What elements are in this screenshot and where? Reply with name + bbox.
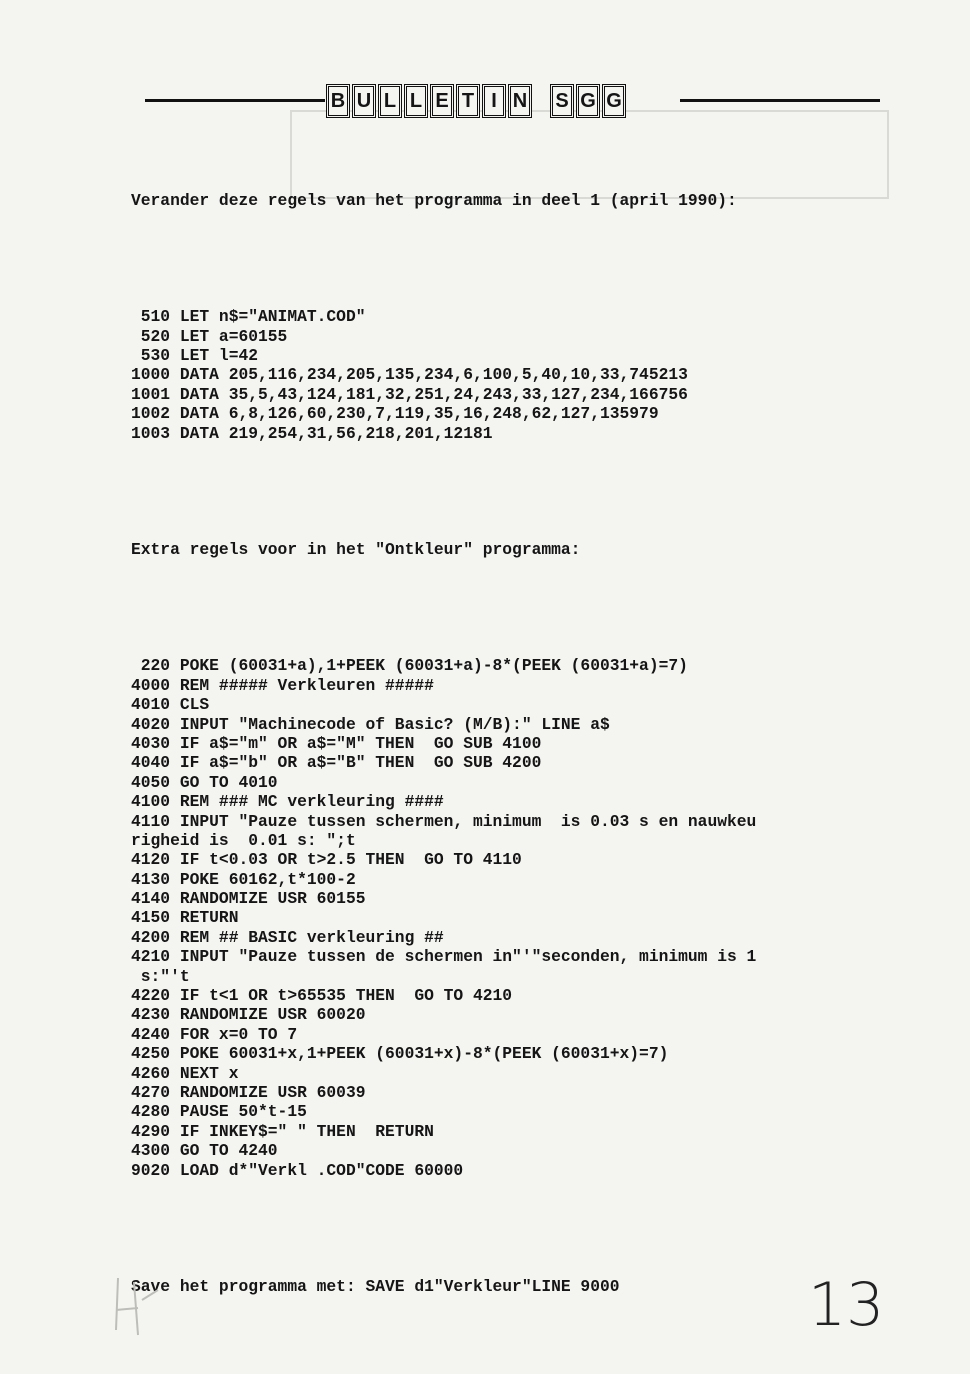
bulletin-sgg-logo xyxy=(326,84,626,118)
code-line: 4020 INPUT "Machinecode of Basic? (M/B):" LINE a$ xyxy=(131,714,610,734)
code-line: 510 LET n$="ANIMAT.COD" xyxy=(131,307,366,327)
code-line: 4040 IF a$="b" OR a$="B" THEN GO SUB 4200 xyxy=(131,753,542,773)
code-line: 4270 RANDOMIZE USR 60039 xyxy=(131,1082,366,1102)
header-rule-right xyxy=(680,99,880,102)
program-listing-part1 xyxy=(131,307,891,443)
logo-letter: U xyxy=(352,84,376,118)
logo-letter: E xyxy=(430,84,454,118)
code-line: 4290 IF INKEY$=" " THEN RETURN xyxy=(131,1121,434,1141)
logo-letter: B xyxy=(326,84,350,118)
code-line: 4100 REM ### MC verkleuring #### xyxy=(131,792,444,812)
logo-letter: L xyxy=(378,84,402,118)
page-number: 13 xyxy=(808,1270,885,1340)
spacer xyxy=(131,249,891,268)
logo-letter: G xyxy=(576,84,600,118)
program-listing-part2 xyxy=(131,656,891,1180)
save-instruction: Save het programma met: SAVE d1"Verkleur"LINE 9000 xyxy=(131,1276,620,1296)
code-line: 4210 INPUT "Pauze tussen de schermen in"'"seconden, minimum is 1 xyxy=(131,947,757,967)
code-line: 1003 DATA 219,254,31,56,218,201,12181 xyxy=(131,423,493,443)
code-line: 4000 REM ##### Verkleuren ##### xyxy=(131,675,434,695)
code-line: s:"'t xyxy=(131,966,190,986)
code-line: 9020 LOAD d*"Verkl .COD"CODE 60000 xyxy=(131,1160,464,1180)
logo-letter: S xyxy=(550,84,574,118)
code-line: 4220 IF t<1 OR t>65535 THEN GO TO 4210 xyxy=(131,986,513,1006)
extra-lines-heading: Extra regels voor in het "Ontkleur" programma: xyxy=(131,539,581,559)
code-line: 1002 DATA 6,8,126,60,230,7,119,35,16,248,62,127,135979 xyxy=(131,404,659,424)
code-line: 4280 PAUSE 50*t-15 xyxy=(131,1102,307,1122)
code-line: righeid is 0.01 s: ";t xyxy=(131,830,356,850)
code-line: 220 POKE (60031+a),1+PEEK (60031+a)-8*(PEEK (60031+a)=7) xyxy=(131,656,688,676)
logo-letter: L xyxy=(404,84,428,118)
spacer xyxy=(131,1219,891,1238)
code-line: 4050 GO TO 4010 xyxy=(131,772,278,792)
code-line: 4030 IF a$="m" OR a$="M" THEN GO SUB 4100 xyxy=(131,733,542,753)
code-line: 4240 FOR x=0 TO 7 xyxy=(131,1024,298,1044)
code-line: 4130 POKE 60162,t*100-2 xyxy=(131,869,356,889)
spacer xyxy=(131,598,891,617)
code-line: 4250 POKE 60031+x,1+PEEK (60031+x)-8*(PEEK (60031+x)=7) xyxy=(131,1044,669,1064)
intro-text: Verander deze regels van het programma in deel 1 (april 1990): xyxy=(131,190,737,210)
code-line: 4300 GO TO 4240 xyxy=(131,1141,278,1161)
logo-letter: T xyxy=(456,84,480,118)
logo-letter: G xyxy=(602,84,626,118)
logo-letter: I xyxy=(482,84,506,118)
article-body xyxy=(131,152,891,1316)
code-line: 1000 DATA 205,116,234,205,135,234,6,100,5,40,10,33,745213 xyxy=(131,365,688,385)
code-line: 4010 CLS xyxy=(131,695,210,715)
header-rule-left xyxy=(145,99,325,102)
code-line: 520 LET a=60155 xyxy=(131,326,288,346)
code-line: 4200 REM ## BASIC verkleuring ## xyxy=(131,927,444,947)
code-line: 4230 RANDOMIZE USR 60020 xyxy=(131,1005,366,1025)
code-line: 4260 NEXT x xyxy=(131,1063,239,1083)
code-line: 4120 IF t<0.03 OR t>2.5 THEN GO TO 4110 xyxy=(131,850,522,870)
logo-spacer xyxy=(534,84,548,118)
code-line: 4150 RETURN xyxy=(131,908,239,928)
spacer xyxy=(131,482,891,501)
code-line: 1001 DATA 35,5,43,124,181,32,251,24,243,33,127,234,166756 xyxy=(131,384,688,404)
code-line: 4140 RANDOMIZE USR 60155 xyxy=(131,889,366,909)
code-line: 4110 INPUT "Pauze tussen schermen, minimum is 0.03 s en nauwkeu xyxy=(131,811,757,831)
logo-letter: N xyxy=(508,84,532,118)
handwritten-mark xyxy=(108,1270,168,1340)
code-line: 530 LET l=42 xyxy=(131,346,259,365)
